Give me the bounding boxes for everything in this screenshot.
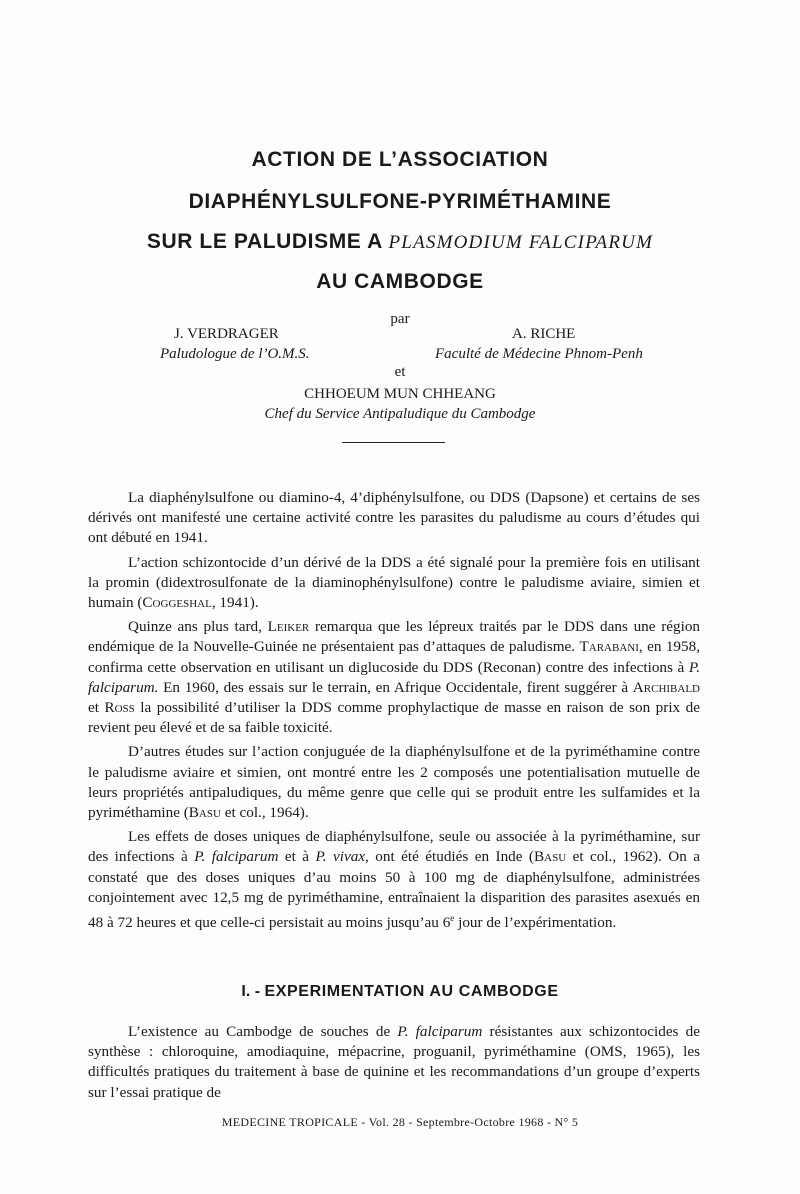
title-line-3-italic: PLASMODIUM FALCIPARUM: [388, 232, 654, 253]
article-body: [88, 488, 700, 937]
p3-text-b: remarqua que les lépreux traités par le DDS dans une région endémique de la Nouvelle-Guinée ne présentaient pas d’attaques de paludisme.: [88, 618, 701, 656]
p3-text-d: En 1960, des essais sur le terrain, en Afrique Occidentale, firent suggérer à: [158, 678, 633, 696]
section-heading: [0, 983, 800, 1001]
p5-text-d: et col., 1962). On a constaté que des doses uniques d’au moins 50 à 100 mg de diaphénylsulfone, administrées conjointement avec 12,5 mg de pyriméthamine, entraînaient la disparition des parasites asexués en 48 à 72 heures et que celle-ci persistait au moins jusqu’au 6: [88, 848, 700, 932]
paragraph-6: [88, 1022, 700, 1103]
section-title: EXPERIMENTATION AU CAMBODGE: [264, 983, 559, 1000]
title-line-1: ACTION DE L’ASSOCIATION: [251, 148, 549, 171]
p3-text-et: et: [88, 699, 105, 717]
p3-text-e: la possibilité d’utiliser la DDS comme prophylactique de masse en raison de son prix de revient peu élevé et de sa faible toxicité.: [88, 699, 700, 737]
author1-name: J. VERDRAGER: [174, 326, 279, 342]
p5-text-a: Les effets de doses uniques de diaphénylsulfone, seule ou associée à la pyriméthamine, sur des infections à: [88, 828, 700, 866]
p3-author-tarabani: Tarabani: [579, 638, 639, 656]
p5-species-vivax: P. vivax,: [315, 848, 369, 866]
p3-text-a: Quinze ans plus tard,: [128, 618, 268, 636]
p6-species: P. falciparum: [397, 1023, 483, 1040]
p5-text-b: et à: [278, 848, 316, 866]
p3-author-leiker: Leiker: [267, 618, 310, 636]
p3-author-ross: Ross: [104, 699, 135, 717]
p3-species: P. falciparum.: [88, 658, 700, 696]
byline-et: et: [394, 364, 406, 380]
title-divider-rule: [342, 442, 445, 443]
p2-citation-author: Coggeshal: [142, 594, 212, 612]
p5-text-e: jour de l’expérimentation.: [454, 914, 617, 932]
author1-affiliation: Paludologue de l’O.M.S.: [160, 346, 310, 362]
p5-text-c: ont été étudiés en Inde (: [368, 848, 534, 866]
title-line-4: AU CAMBODGE: [316, 270, 484, 293]
p6-text-b: résistantes aux schizontocides de synthèse : chloroquine, amodiaquine, mépacrine, proguanil, pyriméthamine (OMS, 1965), les difficultés pratiques du traitement à base de quinine et les recommandations d’un groupe d’experts sur l’essai pratique de: [88, 1023, 700, 1101]
paragraph-5: [88, 827, 700, 933]
title-line-2: DIAPHÉNYLSULFONE-PYRIMÉTHAMINE: [188, 190, 612, 213]
p3-author-archibald: Archibald: [632, 678, 700, 696]
title-line-3-prefix: SUR LE PALUDISME A: [146, 230, 383, 253]
p5-author-basu: Basu: [534, 848, 567, 866]
paragraph-3: [88, 617, 700, 738]
paragraph-1: La diaphénylsulfone ou diamino-4, 4’diphénylsulfone, ou DDS (Dapsone) et certains de ses dérivés ont manifesté une certaine activité contre les parasites du paludisme au cours d’études qui ont débuté en 1941.: [88, 489, 700, 547]
p5-species-falciparum: P. falciparum: [194, 848, 279, 866]
section-number: I. -: [241, 983, 265, 1000]
p2-text-a: L’action schizontocide d’un dérivé de la DDS a été signalé pour la première fois en utilisant la promin (didextrosulfonate de la diaminophénylsulfone) contre le paludisme aviaire, simien et humain (: [88, 553, 700, 612]
p4-text-b: et col., 1964).: [220, 804, 309, 822]
byline-par: par: [390, 311, 410, 327]
p4-text-a: D’autres études sur l’action conjuguée de la diaphénylsulfone et de la pyriméthamine contre le paludisme aviaire et simien, ont montré entre les 2 composés une potentialisation mutuelle de leurs propriétés antipaludiques, du même genre que celle qui se produit entre les sulfamides et la pyriméthamine (: [88, 743, 700, 822]
p6-text-a: L’existence au Cambodge de souches de: [128, 1023, 398, 1040]
section-body: [88, 1022, 700, 1107]
p5-superscript: e: [450, 913, 455, 924]
paragraph-2: [88, 553, 700, 614]
journal-footer: MEDECINE TROPICALE - Vol. 28 - Septembre-Octobre 1968 - N° 5: [221, 1115, 579, 1129]
author2-name: A. RICHE: [512, 326, 576, 342]
p3-text-c: , en 1958, confirma cette observation en utilisant un diglucoside du DDS (Reconan) contre des infections à: [88, 638, 700, 676]
p2-text-b: , 1941).: [211, 594, 259, 612]
author2-affiliation: Faculté de Médecine Phnom-Penh: [435, 346, 643, 362]
author3-name: CHHOEUM MUN CHHEANG: [304, 386, 496, 402]
title-line-3: [0, 230, 800, 254]
paragraph-4: [88, 742, 700, 823]
p4-author-basu: Basu: [188, 804, 221, 822]
author3-affiliation: Chef du Service Antipaludique du Cambodge: [264, 406, 536, 422]
